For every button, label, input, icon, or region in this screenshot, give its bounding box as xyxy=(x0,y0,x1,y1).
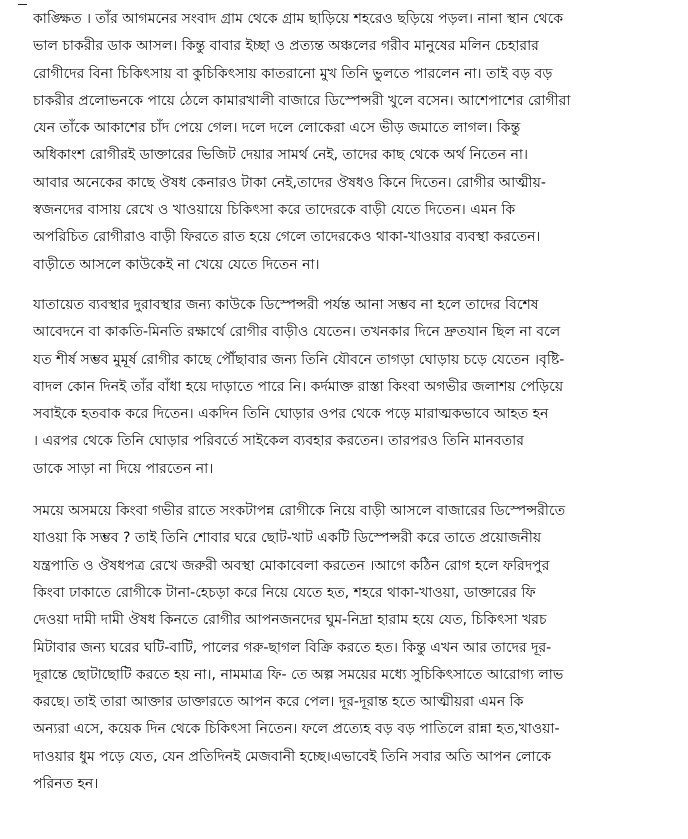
text-line: মিটাবার জন্য ঘরের ঘটি-বাটি, পালের গরু-ছাগল বিক্রি করতে হত। কিন্তু এখন আর তাদের দূর- xyxy=(33,639,552,656)
text-line: যেন তাঁকে আকাশের চাঁদ পেয়ে গেল। দলে দলে লোকেরা এসে ভীড় জমাতে লাগল। কিন্তু xyxy=(33,120,521,137)
paragraph-spacer xyxy=(33,279,682,292)
paragraph-2 xyxy=(33,292,682,483)
text-line: রোগীদের বিনা চিকিৎসায় বা কুচিকিৎসায় কাতরানো মুখ তিনি ভুলতে পারলেন না। তাই বড় বড় xyxy=(33,65,553,82)
text-line: করছে। তাই তারা আক্তার ডাক্তারতে আপন করে পেল। দূর-দূরান্ত হতে আত্মীয়রা এমন কি xyxy=(33,694,524,711)
text-line: দেওয়া দামী দামী ঔষধ কিনতে রোগীর আপনজনদের ঘুম-নিদ্রা হারাম হয়ে যেত, চিকিৎসা খরচ xyxy=(33,612,547,629)
text-line: । এরপর থেকে তিনি ঘোড়ার পরিবর্তে সাইকেল ব্যবহার করতেন। তারপরও তিনি মানবতার xyxy=(33,433,524,450)
text-line: সবাইকে হতবাক করে দিতেন। একদিন তিনি ঘোড়ার ওপর থেকে পড়ে মারাত্মকভাবে আহত হন xyxy=(33,406,549,423)
text-line: দূরান্তে ছোটাছোটি করতে হয় না।, নামমাত্র ফি- তে অল্প সময়ের মধ্যে সুচিকিৎসাতে আরোগ্য লাভ xyxy=(33,666,564,683)
text-line: যাতায়েত ব্যবস্থার দুরাবস্থার জন্য কাউকে ডিস্পেন্সরী পর্যন্ত আনা সম্ভব না হলে তাদের বিশেষ xyxy=(33,296,539,313)
paragraph-1 xyxy=(33,6,682,279)
text-line: যত শীর্ষ সম্ভব মুমূর্ষ রোগীর কাছে পৌঁছাবার জন্য তিনি যৌবনে তাগড়া ঘোড়ায় চড়ে যেতেন ।বৃষ্টি- xyxy=(33,351,565,368)
text-line: কিংবা ঢাকাতে রোগীকে টানা-হেচড়া করে নিয়ে যেতে হত, শহরে থাকা-খাওয়া, ডাক্তারের ফি xyxy=(33,584,536,601)
page-edge-mark xyxy=(18,4,27,5)
text-line: যাওয়া কি সম্ভব ? তাই তিনি শোবার ঘরে ছোট-খাট একটি ডিস্পেন্সরী করে তাতে প্রয়োজনীয় xyxy=(33,530,542,547)
text-line: অপরিচিত রোগীরাও বাড়ী ফিরতে রাত হয়ে গেলে তাদেরকেও থাকা-খাওয়ার ব্যবস্থা করতেন। xyxy=(33,229,541,246)
paragraph-spacer xyxy=(33,483,682,498)
text-line: অন্যরা এসে, কয়েক দিন থেকে চিকিৎসা নিতেন। ফলে প্রত্যেহ বড় বড় পাতিলে রান্না হত,খাওয়া- xyxy=(33,721,560,738)
text-line: বাদল কোন দিনই তাঁর বাঁধা হয়ে দাড়াতে পারে নি। কর্দমাক্ত রাস্তা কিংবা অগভীর জলাশয় পেড়িয়ে xyxy=(33,378,564,395)
text-line: আবেদনে বা কাকতি-মিনতি রক্ষার্থে রোগীর বাড়ীও যেতেন। তখনকার দিনে দ্রুতযান ছিল না বলে xyxy=(33,324,561,341)
text-line: ডাকে সাড়া না দিয়ে পারতেন না। xyxy=(33,460,214,477)
text-line: চাকরীর প্রলোভনকে পায়ে ঠেলে কামারখালী বাজারে ডিস্পেন্সরী খুলে বসেন। আশেপাশের রোগীরা xyxy=(33,92,571,109)
text-line: অধিকাংশ রোগীরই ডাক্তারের ভিজিট দেয়ার সামর্থ নেই, তাদের কাছ থেকে অর্থ নিতেন না। xyxy=(33,147,528,164)
text-line: সময়ে অসময়ে কিংবা গভীর রাতে সংকটাপন্ন রোগীকে নিয়ে বাড়ী আসলে বাজারের ডিস্পেন্সরীতে xyxy=(33,503,566,520)
text-line: দাওয়ার ধুম পড়ে যেত, যেন প্রতিদিনই মেজবানী হচ্ছে।এভাবেই তিনি সবার অতি আপন লোকে xyxy=(33,748,551,765)
text-line: আবার অনেকের কাছে ঔষধ কেনারও টাকা নেই,তাদের ঔষধও কিনে দিতেন। রোগীর আত্মীয়- xyxy=(33,174,546,191)
text-line: স্বজনদের বাসায় রেখে ও খাওয়ায়ে চিকিৎসা করে তাদেরকে বাড়ী যেতে দিতেন। এমন কি xyxy=(33,202,516,219)
text-line: বাড়ীতে আসলে কাউকেই না খেয়ে যেতে দিতেন না। xyxy=(33,256,320,273)
paragraph-3 xyxy=(33,498,682,798)
text-line: ভাল চাকরীর ডাক আসল। কিন্তু বাবার ইচ্ছা ও প্রত্যন্ত অঞ্চলের গরীব মানুষের মলিন চেহারার xyxy=(33,38,539,55)
text-line: যন্ত্রপাতি ও ঔষধপত্র রেখে জরুরী অবস্থা মোকাবেলা করতেন ।আগে কঠিন রোগ হলে ফরিদপুর xyxy=(33,557,550,574)
text-line: কাঙ্ক্ষিত । তাঁর আগমনের সংবাদ গ্রাম থেকে গ্রাম ছাড়িয়ে শহরেও ছড়িয়ে পড়ল। নানা স্থান থেকে xyxy=(33,11,564,27)
text-line: পরিনত হন। xyxy=(33,776,99,793)
